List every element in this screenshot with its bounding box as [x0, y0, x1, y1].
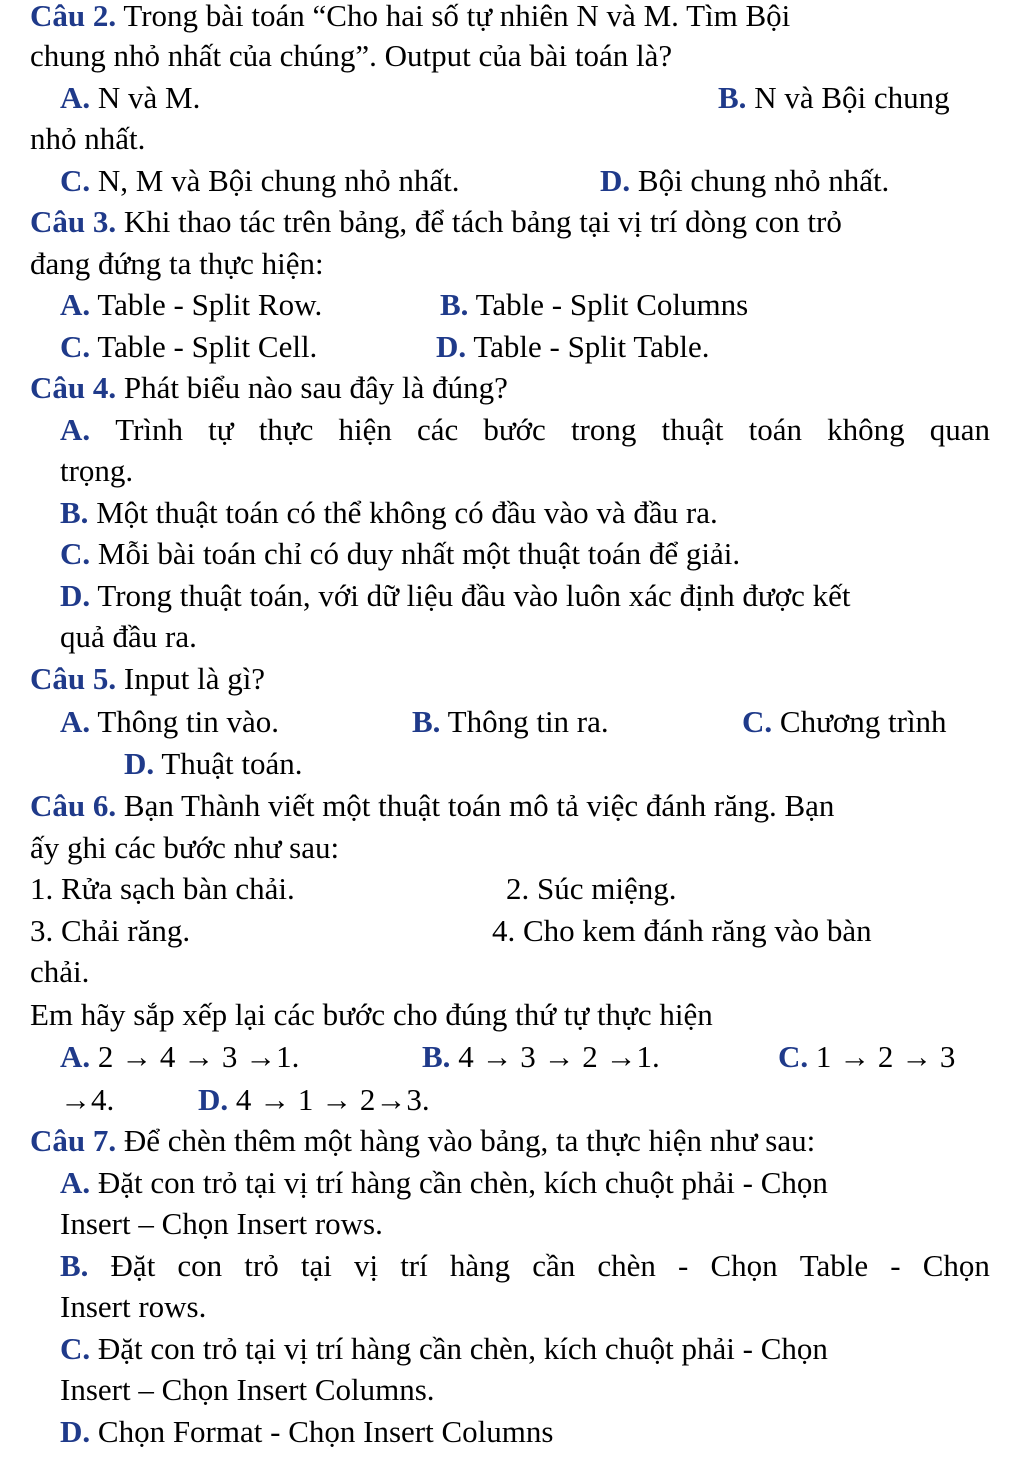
q4-text: Phát biểu nào sau đây là đúng? — [123, 370, 508, 405]
q7-option-a-text2: Insert – Chọn Insert rows. — [60, 1206, 383, 1241]
q3-option-b — [440, 285, 748, 325]
q3-text2: đang đứng ta thực hiện: — [30, 246, 324, 281]
q7-option-b-text2: Insert rows. — [60, 1289, 207, 1324]
option-label-b: B. — [422, 1039, 451, 1074]
q5-option-b — [412, 702, 609, 742]
q2-option-b — [718, 78, 950, 118]
q2-option-b-cont — [30, 119, 145, 159]
q6-option-c — [778, 1037, 955, 1077]
q7-b-w5: vị — [353, 1248, 379, 1283]
q5-option-b-text: Thông tin ra. — [447, 704, 609, 739]
q5-text: Input là gì? — [123, 661, 266, 696]
q4-a-w7: trong — [570, 412, 637, 447]
q3-line2 — [30, 244, 324, 284]
q6-step3 — [30, 911, 190, 951]
q6-line2 — [30, 828, 339, 868]
q3-option-a-text: Table - Split Row. — [97, 287, 323, 322]
option-label-b: B. — [60, 495, 89, 530]
option-label-d: D. — [124, 746, 155, 781]
q3-option-d-text: Table - Split Table. — [473, 329, 710, 364]
option-label-c: C. — [60, 1331, 91, 1366]
q7-option-b-cont — [60, 1287, 206, 1327]
q4-a-w8: thuật — [661, 412, 724, 447]
q3-option-a — [60, 285, 322, 325]
q4-option-c — [60, 534, 740, 574]
q6-prompt-text: Em hãy sắp xếp lại các bước cho đúng thứ tự thực hiện — [30, 997, 713, 1032]
q7-option-a-cont — [60, 1204, 383, 1244]
q6-option-d-text: 4 → 1 → 2→3. — [235, 1082, 430, 1117]
q2-option-d-text: Bội chung nhỏ nhất. — [637, 163, 890, 198]
option-label-b: B. — [412, 704, 441, 739]
q6-option-b-text: 4 → 3 → 2 →1. — [458, 1039, 660, 1074]
option-label-c: C. — [60, 329, 91, 364]
q6-step4-cont — [30, 952, 89, 992]
q7-b-w13: - — [890, 1248, 901, 1283]
q4-option-d-text1: Trong thuật toán, với dữ liệu đầu vào luôn xác định được kết — [97, 578, 851, 613]
option-label-c: C. — [60, 536, 91, 571]
option-label-d: D. — [436, 329, 467, 364]
q6-option-a — [60, 1037, 299, 1077]
q6-option-a-text: 2 → 4 → 3 →1. — [97, 1039, 300, 1074]
q4-a-w2: tự — [208, 412, 234, 447]
q4-option-b — [60, 493, 718, 533]
q2-label: Câu 2. — [30, 0, 117, 33]
q2-option-a-text: N và M. — [97, 80, 201, 115]
q4-option-a-text2: trọng. — [60, 453, 134, 488]
option-label-d: D. — [600, 163, 631, 198]
option-label-a: A. — [60, 80, 91, 115]
option-label-b: B. — [718, 80, 747, 115]
q2-line2 — [30, 36, 672, 76]
q4-a-w10: không — [827, 412, 905, 447]
q6-option-c-cont — [60, 1080, 114, 1120]
q7-text: Để chèn thêm một hàng vào bảng, ta thực hiện như sau: — [123, 1123, 816, 1158]
q5-option-c — [742, 702, 947, 742]
q2-text2: chung nhỏ nhất của chúng”. Output của bài toán là? — [30, 38, 673, 73]
q7-option-d — [60, 1412, 553, 1452]
q3-text1: Khi thao tác trên bảng, để tách bảng tại vị trí dòng con trỏ — [123, 204, 842, 239]
option-label-b: B. — [440, 287, 469, 322]
option-label-c: C. — [742, 704, 773, 739]
q6-prompt — [30, 995, 713, 1035]
q4-a-w6: bước — [483, 412, 546, 447]
q5-option-c-text: Chương trình — [779, 704, 947, 739]
q7-b-w1: Đặt — [110, 1248, 156, 1283]
q7-option-a — [60, 1163, 828, 1203]
q5-option-a — [60, 702, 279, 742]
option-label-d: D. — [60, 1414, 91, 1449]
q7-option-c-cont — [60, 1370, 435, 1410]
q7-b-w9: chèn — [597, 1248, 656, 1283]
q4-a-w9: toán — [748, 412, 802, 447]
q7-line1 — [30, 1121, 815, 1161]
q2-option-c-text: N, M và Bội chung nhỏ nhất. — [97, 163, 460, 198]
q3-label: Câu 3. — [30, 204, 117, 239]
q7-option-c-text1: Đặt con trỏ tại vị trí hàng cần chèn, kích chuột phải - Chọn — [97, 1331, 828, 1366]
q4-a-w11: quan — [929, 412, 990, 447]
q6-step4 — [492, 911, 872, 951]
q6-step1-text: 1. Rửa sạch bàn chải. — [30, 871, 295, 906]
q5-label: Câu 5. — [30, 661, 117, 696]
option-label-a: A. — [60, 412, 91, 447]
q6-option-c-text1: 1 → 2 → 3 — [815, 1039, 956, 1074]
q6-step4-text2: chải. — [30, 954, 90, 989]
q2-option-d — [600, 161, 889, 201]
q7-b-w12: Table — [799, 1248, 869, 1283]
q6-option-c-text2: →4. — [60, 1082, 115, 1117]
q6-step4-text1: 4. Cho kem đánh răng vào bàn — [492, 913, 872, 948]
q7-b-w8: cần — [532, 1248, 576, 1283]
q7-b-w10: - — [678, 1248, 689, 1283]
q6-text1: Bạn Thành viết một thuật toán mô tả việc đánh răng. Bạn — [123, 788, 835, 823]
q3-option-c-text: Table - Split Cell. — [97, 329, 318, 364]
q7-option-c-text2: Insert – Chọn Insert Columns. — [60, 1372, 435, 1407]
q7-b-w11: Chọn — [710, 1248, 778, 1283]
q4-a-w3: thực — [258, 412, 314, 447]
option-label-a: A. — [60, 704, 91, 739]
q2-line1 — [30, 0, 790, 36]
option-label-a: A. — [60, 287, 91, 322]
q7-option-d-text: Chọn Format - Chọn Insert Columns — [97, 1414, 554, 1449]
option-label-d: D. — [60, 578, 91, 613]
q4-a-w4: hiện — [338, 412, 392, 447]
q7-option-a-text1: Đặt con trỏ tại vị trí hàng cần chèn, kích chuột phải - Chọn — [97, 1165, 828, 1200]
q6-option-b — [422, 1037, 660, 1077]
q4-option-b-text: Một thuật toán có thể không có đầu vào và đầu ra. — [96, 495, 718, 530]
q5-option-a-text: Thông tin vào. — [97, 704, 280, 739]
q2-text1: Trong bài toán “Cho hai số tự nhiên N và M. Tìm Bội — [123, 0, 791, 33]
q4-option-c-text: Mỗi bài toán chỉ có duy nhất một thuật toán để giải. — [97, 536, 741, 571]
q4-option-d — [60, 576, 851, 616]
option-label-a: A. — [60, 1039, 91, 1074]
q4-a-w1: Trình — [115, 412, 184, 447]
option-label-a: A. — [60, 1165, 91, 1200]
q4-line1 — [30, 368, 508, 408]
q2-option-a — [60, 78, 200, 118]
q7-option-b — [60, 1246, 990, 1286]
q7-b-w2: con — [177, 1248, 223, 1283]
q6-label: Câu 6. — [30, 788, 117, 823]
q4-a-w5: các — [416, 412, 459, 447]
q4-option-a — [60, 410, 990, 450]
q4-option-d-text2: quả đầu ra. — [60, 619, 197, 654]
q3-option-b-text: Table - Split Columns — [475, 287, 749, 322]
q2-option-b-text2: nhỏ nhất. — [30, 121, 146, 156]
q2-option-c — [60, 161, 460, 201]
q6-option-d — [198, 1080, 430, 1120]
q7-option-c — [60, 1329, 828, 1369]
q3-line1 — [30, 202, 842, 242]
q3-option-c — [60, 327, 317, 367]
q7-b-w3: trỏ — [244, 1248, 279, 1283]
q7-b-w7: hàng — [449, 1248, 511, 1283]
q4-label: Câu 4. — [30, 370, 117, 405]
q6-line1 — [30, 786, 834, 826]
q6-step3-text: 3. Chải răng. — [30, 913, 191, 948]
q6-step1 — [30, 869, 295, 909]
q3-option-d — [436, 327, 710, 367]
q4-option-a-cont — [60, 451, 133, 491]
q5-option-d-text: Thuật toán. — [161, 746, 303, 781]
q7-b-w4: tại — [300, 1248, 332, 1283]
option-label-d: D. — [198, 1082, 229, 1117]
option-label-c: C. — [778, 1039, 809, 1074]
q6-step2 — [506, 869, 677, 909]
q5-option-d — [124, 744, 303, 784]
q6-text2: ấy ghi các bước như sau: — [30, 830, 340, 865]
q2-option-b-text1: N và Bội chung — [754, 80, 950, 115]
q7-b-w14: Chọn — [922, 1248, 990, 1283]
option-label-c: C. — [60, 163, 91, 198]
q6-step2-text: 2. Súc miệng. — [506, 871, 677, 906]
q7-label: Câu 7. — [30, 1123, 117, 1158]
q7-b-w6: trí — [400, 1248, 428, 1283]
q5-line1 — [30, 659, 265, 699]
option-label-b: B. — [60, 1248, 89, 1283]
q4-option-d-cont — [60, 617, 197, 657]
